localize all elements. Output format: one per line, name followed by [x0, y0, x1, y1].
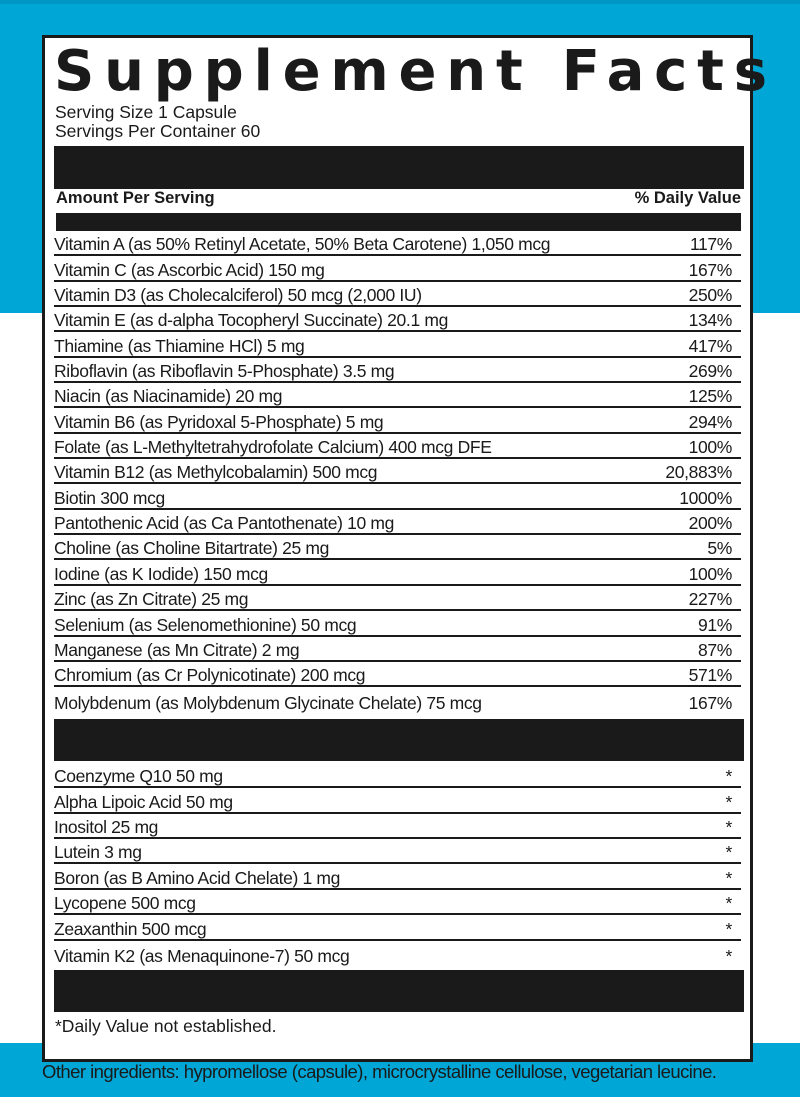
nutrient-daily-value: 571% — [688, 665, 732, 686]
daily-value-header: % Daily Value — [634, 189, 741, 207]
nutrient-daily-value: * — [725, 791, 732, 812]
nutrient-name: Lycopene 500 mcg — [54, 893, 196, 914]
other-ingredients: Other ingredients: hypromellose (capsule), microcrystalline cellulose, vegetarian leucine. — [42, 1061, 717, 1082]
nutrient-row — [54, 915, 741, 940]
divider-under-header — [56, 213, 741, 231]
nutrient-daily-value: 269% — [688, 361, 732, 382]
nutrient-name: Riboflavin (as Riboflavin 5-Phosphate) 3.5 mg — [54, 361, 395, 382]
nutrient-row — [54, 839, 741, 864]
nutrient-daily-value: * — [725, 817, 732, 838]
nutrient-daily-value: 227% — [688, 589, 732, 610]
nutrient-row — [54, 586, 741, 611]
nutrient-name: Iodine (as K Iodide) 150 mcg — [54, 563, 268, 584]
nutrient-daily-value: * — [725, 766, 732, 787]
nutrient-name: Vitamin A (as 50% Retinyl Acetate, 50% Beta Carotene) 1,050 mcg — [54, 234, 551, 255]
nutrient-row — [54, 510, 741, 535]
nutrient-name: Vitamin B12 (as Methylcobalamin) 500 mcg — [54, 462, 378, 483]
nutrient-daily-value: 125% — [688, 386, 732, 407]
nutrient-row — [54, 890, 741, 915]
nutrient-name: Manganese (as Mn Citrate) 2 mg — [54, 639, 300, 660]
nutrient-daily-value: 20,883% — [665, 462, 732, 483]
nutrient-name: Molybdenum (as Molybdenum Glycinate Chelate) 75 mcg — [54, 692, 482, 713]
nutrient-name: Folate (as L-Methyltetrahydrofolate Calcium) 400 mcg DFE — [54, 437, 492, 458]
nutrient-row — [54, 637, 741, 662]
nutrient-daily-value: 294% — [688, 411, 732, 432]
nutrient-row — [54, 763, 741, 788]
nutrient-daily-value: 250% — [688, 284, 732, 305]
nutrient-row — [54, 814, 741, 839]
amount-per-serving-header: Amount Per Serving — [56, 189, 215, 207]
nutrient-row — [54, 611, 741, 636]
nutrient-daily-value: * — [725, 867, 732, 888]
nutrient-daily-value: 87% — [698, 639, 732, 660]
nutrient-daily-value: * — [725, 918, 732, 939]
nutrient-name: Vitamin B6 (as Pyridoxal 5-Phosphate) 5 mg — [54, 411, 384, 432]
daily-value-footnote: *Daily Value not established. — [55, 1016, 277, 1036]
nutrient-row — [54, 332, 741, 357]
panel-title: Supplement Facts — [54, 39, 777, 104]
nutrient-daily-value: * — [725, 946, 732, 967]
nutrient-row — [54, 256, 741, 281]
supplement-facts-panel — [42, 35, 777, 1062]
nutrient-daily-value: 100% — [688, 563, 732, 584]
nutrient-row — [54, 231, 741, 256]
nutrient-name: Biotin 300 mcg — [54, 487, 165, 508]
serving-size: Serving Size 1 Capsule — [55, 102, 237, 122]
nutrient-daily-value: 1000% — [679, 487, 732, 508]
nutrient-name: Selenium (as Selenomethionine) 50 mcg — [54, 614, 357, 635]
nutrient-name: Coenzyme Q10 50 mg — [54, 766, 223, 787]
nutrient-row — [54, 408, 741, 433]
nutrient-row — [54, 434, 741, 459]
nutrient-row — [54, 383, 741, 408]
nutrient-daily-value: 117% — [689, 234, 732, 255]
nutrient-row — [54, 865, 741, 890]
nutrient-row — [54, 941, 741, 966]
nutrient-name: Pantothenic Acid (as Ca Pantothenate) 10 mg — [54, 513, 395, 534]
background-top-stripe — [0, 0, 800, 4]
nutrient-row — [54, 561, 741, 586]
nutrient-row — [54, 282, 741, 307]
nutrient-daily-value: * — [725, 842, 732, 863]
nutrient-name: Vitamin D3 (as Cholecalciferol) 50 mcg (2,000 IU) — [54, 284, 422, 305]
nutrient-name: Choline (as Choline Bitartrate) 25 mg — [54, 538, 329, 559]
thick-divider-bottom — [54, 970, 744, 1012]
nutrient-daily-value: 5% — [707, 538, 732, 559]
servings-per-container: Servings Per Container 60 — [55, 121, 261, 141]
nutrient-name: Zinc (as Zn Citrate) 25 mg — [54, 589, 249, 610]
nutrient-row — [54, 358, 741, 383]
nutrient-row — [54, 687, 741, 712]
nutrient-daily-value: 167% — [688, 692, 732, 713]
nutrient-daily-value: 100% — [688, 437, 732, 458]
nutrient-daily-value: 91% — [698, 614, 732, 635]
nutrient-row — [54, 662, 741, 687]
nutrient-name: Lutein 3 mg — [54, 842, 142, 863]
nutrient-row — [54, 788, 741, 813]
nutrient-name: Thiamine (as Thiamine HCl) 5 mg — [54, 335, 305, 356]
nutrient-row — [54, 485, 741, 510]
nutrient-row — [54, 535, 741, 560]
thick-divider-top — [54, 146, 744, 189]
nutrient-name: Inositol 25 mg — [54, 817, 159, 838]
nutrient-name: Chromium (as Cr Polynicotinate) 200 mcg — [54, 665, 366, 686]
nutrient-name: Vitamin K2 (as Menaquinone-7) 50 mcg — [54, 946, 350, 967]
nutrient-daily-value: 167% — [688, 259, 732, 280]
nutrient-name: Alpha Lipoic Acid 50 mg — [54, 791, 233, 812]
nutrient-row — [54, 459, 741, 484]
nutrient-daily-value: 200% — [688, 513, 732, 534]
nutrient-name: Zeaxanthin 500 mcg — [54, 918, 207, 939]
nutrient-daily-value: * — [725, 893, 732, 914]
nutrient-daily-value: 134% — [688, 310, 732, 331]
thick-divider-middle — [54, 719, 744, 761]
nutrient-name: Niacin (as Niacinamide) 20 mg — [54, 386, 283, 407]
nutrient-name: Vitamin E (as d-alpha Tocopheryl Succinate) 20.1 mg — [54, 310, 448, 331]
nutrient-name: Vitamin C (as Ascorbic Acid) 150 mg — [54, 259, 325, 280]
nutrient-name: Boron (as B Amino Acid Chelate) 1 mg — [54, 867, 341, 888]
nutrient-daily-value: 417% — [688, 335, 732, 356]
nutrient-row — [54, 307, 741, 332]
